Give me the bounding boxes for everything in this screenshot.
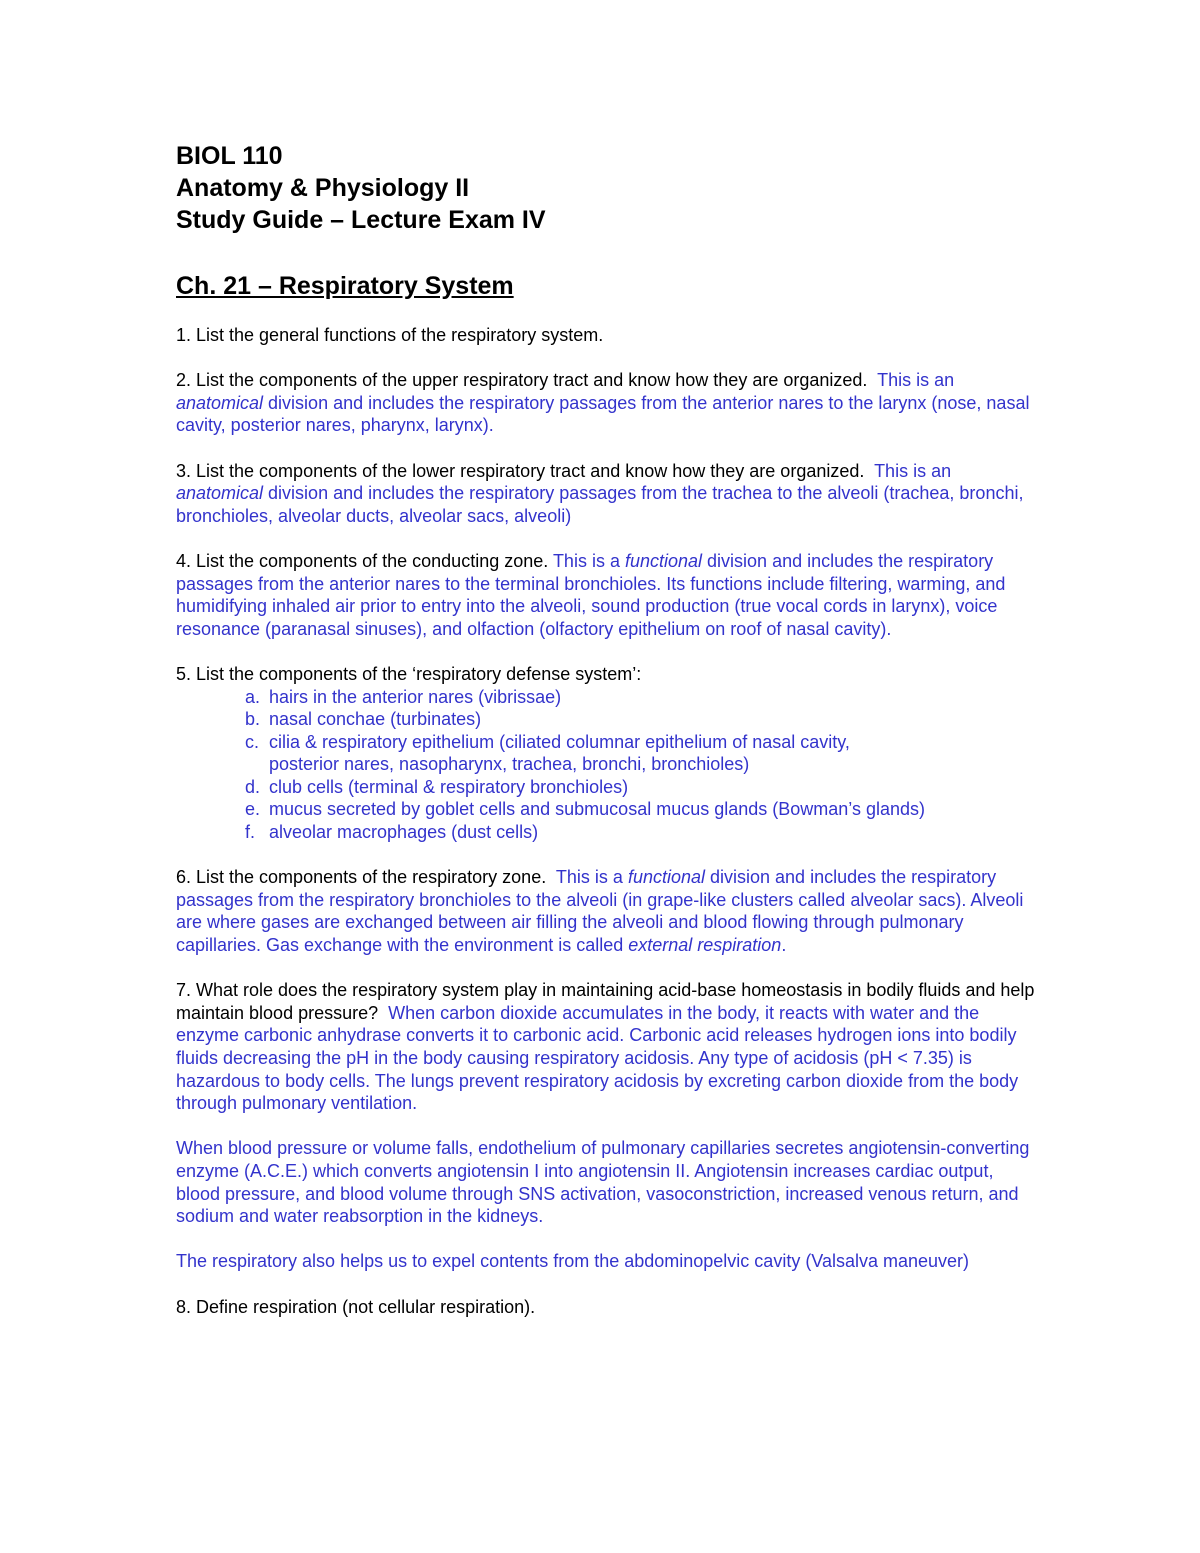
list-item-label: c. [245,731,260,752]
answer-text: This is a [552,550,625,571]
answer-text: This is a [555,867,628,888]
answer-text: This is an [877,370,955,391]
answer-emphasis: functional [624,550,703,571]
question-8: 8. Define respiration (not cellular respiration). [176,1296,536,1317]
answer-text: division and includes the respiratory passages from the anterior nares to the larynx (nose, nasal cavity, posterior nares, pharynx, larynx). [176,392,1030,436]
list-item-text: club cells (terminal & respiratory bronchioles) [269,776,629,797]
list-item [245,821,1036,844]
answer-text: This is an [874,460,952,481]
answer-text: . [781,935,787,956]
defense-system-list [245,686,1036,844]
question-7 [176,979,1036,1115]
question-text: 3. List the components of the lower respiratory tract and know how they are organized. [176,460,865,481]
course-code: BIOL 110 [176,142,283,170]
list-item-label: e. [245,799,261,820]
list-item [245,686,1036,709]
list-item-label: f. [245,822,256,843]
question-text: 6. List the components of the respiratory zone. [176,867,547,888]
answer-text: When carbon dioxide accumulates in the body, it reacts with water and the enzyme carbonic anhydrase converts it to carbonic acid. Carbonic acid releases hydrogen ions into bodily fluids decreasing the pH in the body causing respiratory acidosis. Any type of acidosis (pH < 7.35) is hazardous to body cells. The lungs prevent respiratory acidosis by excreting carbon dioxide from the body through pulmonary ventilation. [176,1002,1019,1114]
answer-text: division and includes the respiratory passages from the respiratory bronchioles to the alveoli (in grape-like clusters called alveolar sacs). Alveoli are where gases are exchanged between air filling the alveoli and blood flowing through pulmonary capillaries. Gas exchange with the environment is called [176,867,1024,956]
question-3 [176,460,1036,528]
answer-emphasis: anatomical [176,392,264,413]
guide-title: Study Guide – Lecture Exam IV [176,206,546,234]
list-item-text: mucus secreted by goblet cells and submucosal mucus glands (Bowman’s glands) [269,799,925,820]
question-text: 7. What role does the respiratory system play in maintaining acid-base homeostasis in bodily fluids and help maintain blood pressure? [176,980,1035,1023]
course-title: Anatomy & Physiology II [176,174,470,202]
answer-emphasis: anatomical [176,483,264,504]
list-item-text-wrap [269,731,850,776]
list-item [245,731,1036,776]
answer-emphasis: external respiration [628,935,782,956]
list-item-label: a. [245,686,261,707]
answer-paragraph-valsalva: The respiratory also helps us to expel contents from the abdominopelvic cavity (Valsalva maneuver) [176,1251,970,1272]
question-4 [176,550,1036,640]
list-item-text: hairs in the anterior nares (vibrissae) [269,686,562,707]
question-1: 1. List the general functions of the respiratory system. [176,325,604,345]
question-text: 2. List the components of the upper respiratory tract and know how they are organized. [176,370,868,391]
list-item [245,776,1036,799]
question-5 [176,663,1036,844]
question-6 [176,866,1036,956]
list-item [245,708,1036,731]
question-text: 5. List the components of the ‘respiratory defense system’: [176,663,642,684]
answer-emphasis: functional [627,867,705,888]
answer-text: division and includes the respiratory passages from the anterior nares to the terminal bronchioles. Its functions include filtering, warming, and humidifying inhaled air prior to entry into the alveoli, sound production (true vocal cords in larynx), voice resonance (paranasal sinuses), and olfaction (olfactory epithelium on roof of nasal cavity). [176,550,1006,639]
study-guide-page [176,140,1036,1318]
question-2 [176,369,1036,437]
list-item-text: nasal conchae (turbinates) [269,709,482,730]
list-item-label: d. [245,776,261,797]
list-item-text: cilia & respiratory epithelium (ciliated columnar epithelium of nasal cavity, [269,731,850,752]
list-item [245,798,1036,821]
answer-paragraph-blood-pressure: When blood pressure or volume falls, endothelium of pulmonary capillaries secretes angiotensin-converting enzyme (A.C.E.) which converts angiotensin I into angiotensin II. Angiotensin increases cardiac output, blood pressure, and blood volume through SNS activation, vasoconstriction, increased venous return, and sodium and water reabsorption in the kidneys. [176,1138,1030,1227]
answer-text: division and includes the respiratory passages from the trachea to the alveoli (trachea, bronchi, bronchioles, alveolar ducts, alveolar sacs, alveoli) [176,483,1024,526]
question-text: 4. List the components of the conducting zone. [176,550,549,571]
chapter-heading: Ch. 21 – Respiratory System [176,272,514,300]
list-item-label: b. [245,709,261,730]
list-item-text-cont: posterior nares, nasopharynx, trachea, bronchi, bronchioles) [269,754,750,775]
list-item-text: alveolar macrophages (dust cells) [269,822,539,843]
